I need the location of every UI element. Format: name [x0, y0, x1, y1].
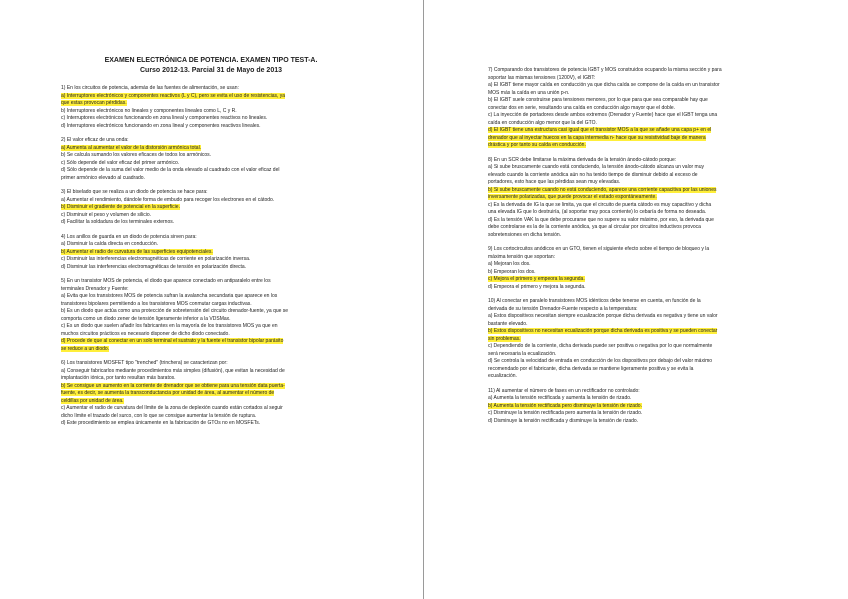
answer-option-line [488, 217, 786, 225]
page-2 [424, 0, 848, 599]
question-text [488, 246, 786, 254]
answer-option-line [488, 261, 786, 269]
line-text: 7) Comparando dos transistores de potencia IGBT y MOS construidos ocupando la misma sección y para [488, 67, 722, 73]
line-text: d) Es la tensión VAK la que debe procurarse que no supere su valor máximo, por eso, la derivada que [488, 216, 714, 223]
answer-option-line [61, 420, 361, 428]
line-text: d) Interruptores electrónicos funcionando en zona lineal y componentes reactivos lineales. [61, 122, 261, 129]
answer-option-line [61, 316, 361, 324]
question-block [488, 157, 786, 240]
highlighted-answer-line [488, 127, 786, 135]
line-text: 2) El valor eficaz de una onda: [61, 137, 129, 143]
answer-option-line [61, 256, 361, 264]
answer-option-line [488, 82, 786, 90]
page-2-content [488, 67, 786, 432]
line-text: c) Mejora el primero y empeora la segunda. [488, 276, 585, 282]
exam-title-line: Curso 2012-13. Parcial 31 de Mayo de 2013 [139, 67, 283, 74]
highlighted-answer-line [488, 194, 786, 202]
highlighted-answer-line [61, 100, 361, 108]
answer-option-line [61, 286, 361, 294]
answer-option-line [488, 395, 786, 403]
highlighted-answer-line [61, 346, 361, 354]
question-block [61, 360, 361, 428]
line-text: c) Aumentar el radio de curvatura del límite de la zona de deplexión cuando están cortados al seguir [61, 405, 283, 411]
line-text: primer armónico elevado al cuadrado. [61, 174, 145, 181]
answer-option-line [61, 368, 361, 376]
line-text: a) Mejoran los dos. [488, 261, 531, 267]
line-text: b) Empeoran los dos. [488, 268, 536, 275]
answer-option-line [488, 232, 786, 240]
line-text: fuente, es decir, se aumenta la transconductancia por unidad de área, al aumentar el número de [61, 390, 275, 396]
question-block [61, 278, 361, 353]
answer-option-line [61, 293, 361, 301]
exam-title-line: EXAMEN ELECTRÓNICA DE POTENCIA. EXAMEN TIPO TEST-A. [104, 57, 318, 64]
answer-option-line [61, 152, 361, 160]
line-text: b) Estos dispositivos no necesitan ecualización porque dicha derivada es positiva y se pueden conectar [488, 328, 718, 334]
question-text [61, 85, 361, 93]
line-text: implantación iónica, por tanto resultan más baratos. [61, 375, 176, 381]
question-text [488, 298, 786, 306]
line-text: drástica y por tanto su caída en conducción. [488, 142, 586, 148]
question-block [61, 234, 361, 272]
line-text: b) Aumentar el radio de curvatura de las superficies equipotenciales. [61, 248, 213, 255]
line-text: debe controlarse es la de la corriente anódica, ya que al circular por circuitos inductivos provoca [488, 224, 701, 230]
question-block [488, 246, 786, 291]
line-text: b) Es un diodo que actúa como una protección de sobretensión del circuito drenador-fuente, ya que se [61, 308, 289, 314]
question-text [61, 278, 361, 286]
line-text: muchos circuitos prácticos es necesario disponer de dicho diodo conectado. [61, 330, 230, 337]
line-text: 8) En un SCR debe limitarse la máxima derivada de la tensión ánodo-cátodo porque: [488, 156, 677, 163]
answer-option-line [61, 331, 361, 339]
line-text: terminales Drenador y Fuente: [61, 285, 129, 292]
line-text: c) Es la derivada de IG la que se limita, ya que el circuito de puerta cátodo es muy capacitivo y dicha [488, 201, 712, 208]
line-text: 10) Al conectar en paralelo transistores MOS idénticos debe tenerse en cuenta, en función de la [488, 298, 701, 304]
question-text [488, 157, 786, 165]
highlighted-answer-line [61, 145, 361, 153]
line-text: 9) Los cortocircuitos anódicos en un GTO, tienen el siguiente efecto sobre el tiempo de bloqueo y la [488, 246, 710, 252]
line-text: a) Conseguir fabricarlos mediante procedimientos más simples (difusión), que evitan la necesidad de [61, 367, 285, 374]
line-text: caída en conducción algo menor que la del GTO. [488, 119, 597, 126]
answer-option-line [61, 241, 361, 249]
question-text [61, 360, 361, 368]
line-text: c) Disminuye la tensión rectificada pero aumenta la tensión de rizado. [488, 410, 643, 416]
line-text: d) Este procedimiento se emplea únicamente en la fabricación de GTOs no en MOSFETs. [61, 420, 261, 426]
answer-option-line [61, 197, 361, 205]
answer-option-line [61, 175, 361, 183]
line-text: a) Aumentar el rendimiento, dándole forma de embudo para recoger los electrones en el cátodo. [61, 196, 275, 203]
answer-option-line [488, 179, 786, 187]
answer-option-line [488, 164, 786, 172]
line-text: c) La inyección de portadores desde ambos extremos (Drenador y Fuente) hace que el IGBT tenga una [488, 112, 718, 118]
page-1-content [61, 56, 361, 435]
line-text: celdillas por unidad de área. [61, 397, 124, 404]
line-text: 3) El biselado que se realiza a un diodo de potencia se hace para: [61, 189, 208, 195]
answer-option-line [61, 323, 361, 331]
line-text: comporta como un diodo zener de tensión ligeramente inferior a la VDSMax. [61, 315, 231, 322]
answer-option-line [488, 75, 786, 83]
answer-option-line [488, 254, 786, 262]
line-text: drenador que al inyectar huecos en la capa intermedia n- hace que su resistividad baje de manera [488, 134, 706, 141]
answer-option-line [488, 269, 786, 277]
answer-option-line [61, 167, 361, 175]
line-text: d) Sólo depende de la suma del valor medio de la onda elevado al cuadrado con el valor eficaz del [61, 167, 280, 173]
line-text: dicho límite el trazado del surco, con lo que se consigue aumentar la tensión de ruptura. [61, 412, 257, 419]
line-text: a) Aumenta la tensión rectificada y aumenta la tensión de rizado. [488, 395, 632, 401]
answer-option-line [488, 284, 786, 292]
answer-option-line [61, 115, 361, 123]
line-text: transistores bipolares permitiendo a los transistores MOS conmutar cargas inductivas. [61, 300, 252, 307]
line-text: c) Disminuir las interferencias electromagnéticas de corriente en polarización inversa. [61, 256, 251, 262]
exam-title [61, 56, 361, 76]
question-block [488, 388, 786, 426]
highlighted-answer-line [488, 403, 786, 411]
line-text: a) Aumenta al aumentar el valor de la distorsión armónica total. [61, 144, 202, 151]
highlighted-answer-line [488, 135, 786, 143]
highlighted-answer-line [488, 328, 786, 336]
question-text [488, 388, 786, 396]
answer-option-line [61, 405, 361, 413]
line-text: a) Estos dispositivos necesitan siempre ecualización porque dicha derivada es negativa y tiene un valor [488, 313, 718, 319]
line-text: 6) Los transistores MOSFET tipo "trenched" (trinchera) se caracterizan por: [61, 360, 228, 366]
question-block [61, 189, 361, 227]
answer-option-line [488, 90, 786, 98]
line-text: se reduce a un diodo. [61, 345, 110, 352]
answer-option-line [488, 120, 786, 128]
answer-option-line [61, 219, 361, 227]
line-text: inversamente polarizadas, que puede provocar el estado espontáneamente. [488, 194, 657, 200]
highlighted-answer-line [488, 276, 786, 284]
answer-option-line [61, 160, 361, 168]
line-text: b) Interruptores electrónicos no lineales y componentes lineales como L, C y R. [61, 107, 237, 114]
highlighted-answer-line [488, 187, 786, 195]
line-text: b) Si sube bruscamente cuando no está conduciendo, aparece una corriente capacitiva por las uniones [488, 186, 717, 193]
line-text: a) Disminuir la caída directa en conducción. [61, 241, 158, 247]
line-text: c) Interruptores electrónicos funcionando en zona lineal y componentes reactivos no lineales. [61, 115, 268, 121]
line-text: MOS más la caída en una unión p-n. [488, 89, 570, 96]
answer-option-line [61, 108, 361, 116]
line-text: que estas provocan pérdidas. [61, 100, 127, 106]
answer-option-line [61, 413, 361, 421]
highlighted-answer-line [61, 249, 361, 257]
line-text: b) Se calcula sumando los valores eficaces de todos los armónicos. [61, 152, 212, 158]
line-text: a) Si sube bruscamente cuando está conduciendo, la tensión ánodo-cátodo alcanza un valor muy [488, 164, 704, 170]
answer-option-line [488, 321, 786, 329]
question-block [61, 85, 361, 130]
line-text: c) Dependiendo de la corriente, dicha derivada puede ser positiva o negativa por lo que normalmente [488, 343, 713, 349]
line-text: recomendado por el fabricante, dicha derivada se mantiene ligeramente positiva y se evita la [488, 365, 694, 372]
line-text: a) Interruptores electrónicos y componentes reactivos (L y C), pero se evita el uso de resistencias, ya [61, 92, 286, 99]
answer-option-line [61, 123, 361, 131]
answer-option-line [61, 375, 361, 383]
line-text: c) Disminuir el peso y volumen de silicio. [61, 211, 152, 218]
line-text: conectar dos en serie, resultando una caída en conducción algo mayor que el doble. [488, 104, 676, 111]
line-text: a) El IGBT tiene mayor caída en conducción ya que dicha caída se compone de la caída en un transistor [488, 82, 720, 88]
line-text: b) Aumenta la tensión rectificada pero disminuye la tensión de rizado. [488, 402, 642, 409]
line-text: b) El IGBT suele construirse para tensiones menores, por lo que para que sea comparable hay que [488, 97, 708, 103]
line-text: 5) En un transistor MOS de potencia, el diodo que aparece conectado en antiparalelo entre los [61, 278, 271, 284]
line-text: una elevada IG que lo destruiría, (al soportar muy poca corriente) lo cebaría de forma no deseada. [488, 209, 707, 215]
question-block [488, 67, 786, 150]
answer-option-line [488, 224, 786, 232]
line-text: d) Facilitar la soldadura de los terminales externos. [61, 219, 175, 225]
line-text: bastante elevado. [488, 320, 528, 327]
line-text: máxima tensión que soportan: [488, 253, 555, 260]
answer-option-line [488, 306, 786, 314]
line-text: b) Se consigue un aumento en la corriente de drenador que se obtiene para una tensión data puerta- [61, 382, 285, 389]
line-text: d) Disminuir las interferencias electromagnéticas de tensión en polarización directa. [61, 263, 247, 270]
line-text: derivada de su tensión Drenador-Fuente respecto a la temperatura: [488, 305, 638, 312]
page-1 [0, 0, 423, 599]
line-text: d) Disminuye la tensión rectificada y disminuye la tensión de rizado. [488, 417, 639, 424]
answer-option-line [488, 366, 786, 374]
line-text: d) Procede de que al conectar en un solo terminal el sustrato y la fuente el transistor bipolar parásito [61, 338, 284, 344]
line-text: c) Es un diodo que suelen añadir los fabricantes en la mayoría de los transistores MOS ya que en [61, 323, 278, 329]
highlighted-answer-line [61, 390, 361, 398]
answer-option-line [61, 264, 361, 272]
line-text: será necesaria la ecualización. [488, 350, 557, 357]
line-text: 1) En los circuitos de potencia, además de las fuentes de alimentación, se usan: [61, 85, 239, 91]
answer-option-line [61, 308, 361, 316]
highlighted-answer-line [61, 398, 361, 406]
answer-option-line [61, 301, 361, 309]
question-block [488, 298, 786, 381]
answer-option-line [488, 373, 786, 381]
question-text [488, 67, 786, 75]
answer-option-line [61, 212, 361, 220]
highlighted-answer-line [488, 142, 786, 150]
question-text [61, 189, 361, 197]
question-block [61, 137, 361, 182]
line-text: ecualización. [488, 373, 517, 379]
line-text: sin problemas. [488, 335, 521, 342]
highlighted-answer-line [488, 336, 786, 344]
line-text: elevado cuando la corriente anódica aún no ha tenido tiempo de disminuir debido al exceso de [488, 171, 698, 178]
answer-option-line [488, 358, 786, 366]
line-text: sobretensiones en dicha tensión. [488, 231, 562, 238]
line-text: 11) Al aumentar el número de fases en un rectificador no controlado: [488, 387, 640, 394]
question-text [61, 234, 361, 242]
line-text: b) Disminuir el gradiente de potencial en la superficie. [61, 204, 180, 210]
line-text: d) Se controla la velocidad de entrada en conducción de los dispositivos por debajo del valor máximo [488, 358, 713, 364]
answer-option-line [488, 410, 786, 418]
line-text: portadores, esto hace que las pérdidas sean muy elevadas. [488, 179, 621, 185]
highlighted-answer-line [61, 383, 361, 391]
answer-option-line [488, 105, 786, 113]
highlighted-answer-line [61, 93, 361, 101]
highlighted-answer-line [61, 204, 361, 212]
answer-option-line [488, 418, 786, 426]
line-text: soportar las mismas tensiones (1200V), el IGBT: [488, 74, 596, 81]
line-text: a) Evita que los transistores MOS de potencia sufran la avalancha secundaria que aparece en los [61, 293, 278, 299]
line-text: c) Sólo depende del valor eficaz del primer armónico. [61, 159, 180, 166]
answer-option-line [488, 97, 786, 105]
highlighted-answer-line [61, 338, 361, 346]
answer-option-line [488, 209, 786, 217]
line-text: 4) Los anillos de guarda en un diodo de potencia sirven para: [61, 233, 197, 240]
answer-option-line [488, 112, 786, 120]
line-text: d) El IGBT tiene una estructura casi igual que el transistor MOS a la que se añade una capa p+ en el [488, 127, 712, 133]
question-text [61, 137, 361, 145]
answer-option-line [488, 172, 786, 180]
answer-option-line [488, 202, 786, 210]
line-text: d) Empeora el primero y mejora la segunda. [488, 283, 586, 290]
answer-option-line [488, 343, 786, 351]
answer-option-line [488, 313, 786, 321]
answer-option-line [488, 351, 786, 359]
